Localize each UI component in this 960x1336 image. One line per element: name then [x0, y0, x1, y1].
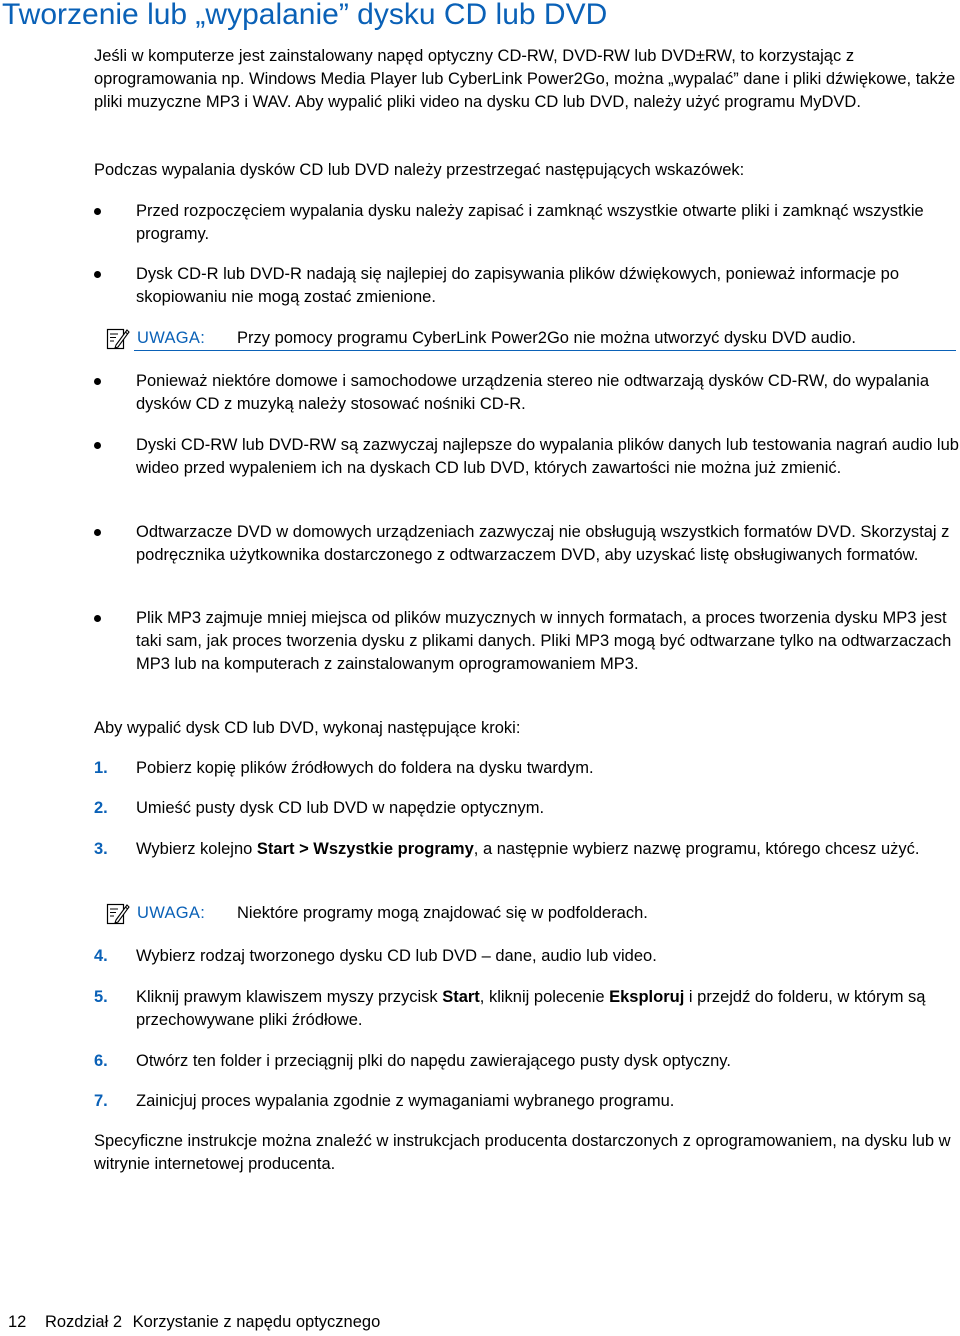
list-item-text: Ponieważ niektóre domowe i samochodowe urządzenia stereo nie odtwarzają dysków CD-RW, do wypalania dysków CD z muzyką należy stosować nośniki CD-R. [136, 372, 930, 413]
list-item-text: Dysk CD-R lub DVD-R nadają się najlepiej do zapisywania plików dźwiękowych, ponieważ informacje po skopiowaniu nie mogą zostać zmienione. [136, 265, 900, 306]
step-text: Kliknij prawym klawiszem myszy przycisk Start, kliknij polecenie Eksploruj i przejdź do folderu, w którym są przechowywane pliki źródłowe. [136, 988, 926, 1029]
step-number: 7. [94, 1092, 108, 1110]
note-label: UWAGA: [137, 329, 206, 347]
bullet-dot-icon [94, 271, 101, 278]
step-number: 6. [94, 1052, 108, 1070]
intro-paragraph: Jeśli w komputerze jest zainstalowany napęd optyczny CD-RW, DVD-RW lub DVD±RW, to korzystając z oprogramowania np. Windows Media Player lub CyberLink Power2Go, można „wypalać” dane i pliki dźwiękowe, także pliki muzyczne MP3 i WAV. Aby wypalić pliki video na dysku CD lub DVD, należy użyć programu MyDVD. [94, 47, 956, 111]
step-number: 4. [94, 947, 108, 965]
step-text: Wybierz rodzaj tworzonego dysku CD lub DVD – dane, audio lub video. [136, 947, 657, 965]
note-box [104, 900, 960, 926]
bullet-dot-icon [94, 529, 101, 536]
chapter-label: Rozdział 2 [44, 1313, 122, 1331]
list-item-text: Dyski CD-RW lub DVD-RW są zazwyczaj najlepsze do wypalania plików danych lub testowania nagrań audio lub wideo przed wypaleniem ich na dyskach CD lub DVD, których zawartości nie można już zmienić. [136, 436, 959, 477]
step-number: 1. [94, 759, 108, 777]
step-text: Umieść pusty dysk CD lub DVD w napędzie optycznym. [136, 799, 545, 817]
bullet-dot-icon [94, 378, 101, 385]
step-number: 3. [94, 840, 108, 858]
note-box [104, 325, 960, 351]
step-text: Pobierz kopię plików źródłowych do foldera na dysku twardym. [136, 759, 594, 777]
list-item-text: Plik MP3 zajmuje mniej miejsca od plików muzycznych w innych formatach, a proces tworzenia dysku MP3 jest taki sam, jak proces tworzenia dysku z plikami danych. Pliki MP3 mogą być odtwarzane tylko na odtwarzaczach MP3 lub na komputerach z zainstalowanym oprogramowaniem MP3. [136, 609, 952, 673]
list-item-text: Odtwarzacze DVD w domowych urządzeniach zazwyczaj nie obsługują wszystkich formatów DVD. Skorzystaj z podręcznika użytkownika dostarczonego z odtwarzaczem DVD, aby uzyskać listę obsługiwanych formatów. [136, 523, 950, 564]
page-number: 12 [8, 1313, 27, 1331]
start-label: Start [442, 988, 480, 1006]
step-text: Zainicjuj proces wypalania zgodnie z wymaganiami wybranego programu. [136, 1092, 675, 1110]
bullet-dot-icon [94, 442, 101, 449]
step-text: Wybierz kolejno Start > Wszystkie programy, a następnie wybierz nazwę programu, którego chcesz użyć. [136, 840, 920, 858]
bullet-dot-icon [94, 208, 101, 215]
list-item-text: Przed rozpoczęciem wypalania dysku należy zapisać i zamknąć wszystkie otwarte pliki i zamknąć wszystkie programy. [136, 202, 924, 243]
bullet-dot-icon [94, 615, 101, 622]
note-label: UWAGA: [137, 904, 206, 922]
note-pencil-icon [104, 325, 130, 351]
explore-label: Eksploruj [609, 988, 685, 1006]
note-pencil-icon [104, 900, 130, 926]
step-text: Otwórz ten folder i przeciągnij plki do napędu zawierającego pusty dysk optyczny. [136, 1052, 731, 1070]
step-number: 5. [94, 988, 108, 1006]
note-text: Przy pomocy programu CyberLink Power2Go nie można utworzyć dysku DVD audio. [237, 329, 857, 347]
guidelines-intro: Podczas wypalania dysków CD lub DVD należy przestrzegać następujących wskazówek: [94, 161, 745, 179]
page-footer [8, 1311, 380, 1334]
step-number: 2. [94, 799, 108, 817]
closing-paragraph: Specyficzne instrukcje można znaleźć w instrukcjach producenta dostarczonych z oprogramowaniem, na dysku lub w witrynie internetowej producenta. [94, 1132, 951, 1173]
note-underline [134, 350, 956, 351]
chapter-title: Korzystanie z napędu optycznego [132, 1313, 381, 1331]
page-title: Tworzenie lub „wypalanie” dysku CD lub DVD [2, 0, 608, 31]
note-text: Niektóre programy mogą znajdować się w podfolderach. [237, 904, 648, 922]
menu-path: Start > Wszystkie programy [256, 840, 474, 858]
steps-intro: Aby wypalić dysk CD lub DVD, wykonaj następujące kroki: [94, 719, 521, 737]
